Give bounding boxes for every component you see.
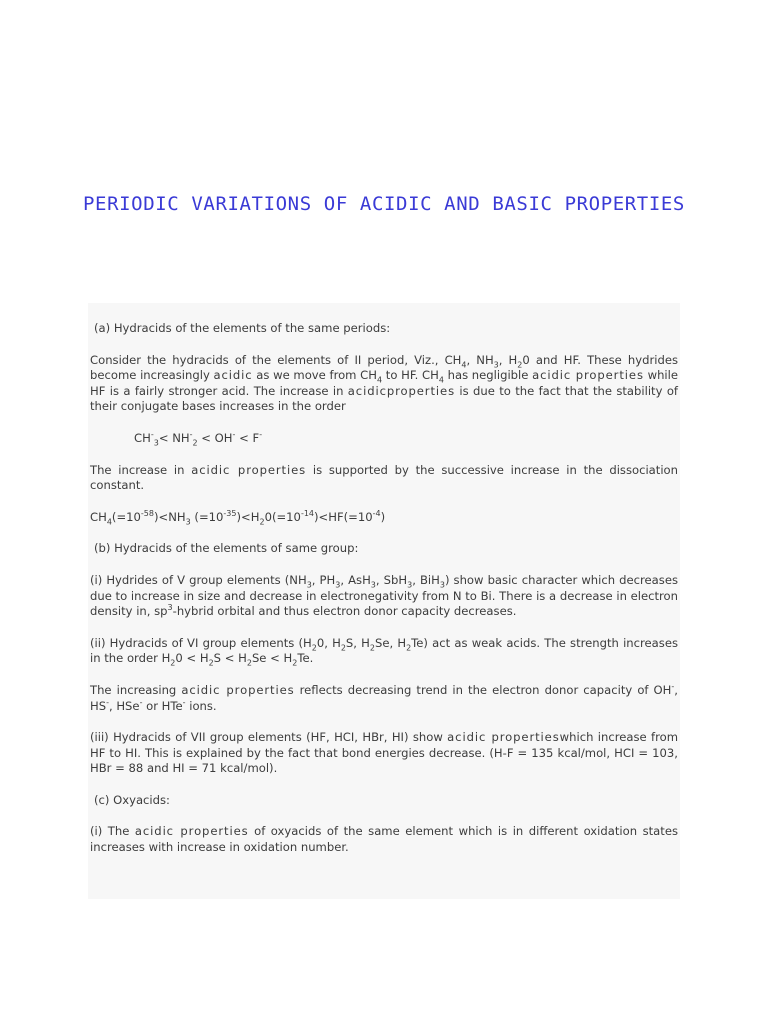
text: )<NH <box>154 509 186 524</box>
text: (=10 <box>111 509 141 524</box>
text: < F <box>235 430 260 445</box>
text: )<HF(=10 <box>314 509 373 524</box>
sub: 3 <box>370 580 376 590</box>
text: , HS <box>90 682 678 713</box>
text: has negligible <box>443 368 533 383</box>
conjugate-base-order <box>90 431 678 447</box>
sub: 2 <box>406 643 412 653</box>
sup: -4 <box>372 508 381 518</box>
keyword: acidic <box>213 368 253 383</box>
text: to HF. CH <box>382 368 439 383</box>
text: The increasing <box>90 682 182 697</box>
text: as we move from CH <box>252 368 377 383</box>
sub: 3 <box>306 580 312 590</box>
text: while HF is a fairly stronger acid. The increase in <box>90 368 678 398</box>
sub: 2 <box>311 643 317 653</box>
text: (iii) Hydracids of VII group elements (HF, HCI, HBr, HI) show <box>90 730 448 745</box>
section-a-paragraph <box>90 353 678 415</box>
text: Te) act as weak acids. The strength increases in the order H <box>90 635 678 666</box>
sub: 4 <box>106 517 112 527</box>
text: ) <box>380 509 386 524</box>
sup: - <box>150 430 154 440</box>
text: Te. <box>297 651 314 666</box>
donor-capacity-paragraph <box>90 683 678 714</box>
keyword: acidic properties <box>447 730 560 745</box>
sup: -35 <box>223 508 237 518</box>
dissociation-paragraph <box>90 463 678 494</box>
sub: 4 <box>438 375 444 385</box>
sup: - <box>259 430 263 440</box>
group-vi-paragraph <box>90 636 678 667</box>
text: < OH <box>197 430 233 445</box>
sub: 4 <box>376 375 383 385</box>
sub: 2 <box>369 643 375 653</box>
sub: 3 <box>153 438 159 448</box>
text: Se < H <box>251 651 293 666</box>
text: or HTe <box>142 698 183 713</box>
section-b-heading: (b) Hydracids of the elements of same group: <box>94 541 359 556</box>
text: , PH <box>311 572 336 587</box>
dissociation-constants <box>90 510 678 526</box>
sub: 2 <box>192 438 198 448</box>
sup: - <box>139 697 143 707</box>
text: is due to the fact that the stability of their conjugate bases increases in the order <box>90 383 678 414</box>
section-c-heading: (c) Oxyacids: <box>94 792 170 807</box>
keyword: acidicproperties <box>347 383 456 398</box>
text: (i) Hydrides of V group elements (NH <box>90 572 307 587</box>
sub: 2 <box>246 658 252 668</box>
text: ) show basic character which decreases due to increase in size and decrease in electronegativity from N to Bi. There is a decrease in electron density in, sp <box>90 572 678 619</box>
text: (i) The <box>90 824 135 839</box>
sub: 2 <box>170 658 176 668</box>
keyword: acidic properties <box>532 368 644 383</box>
text: , H <box>498 352 518 367</box>
sup: - <box>189 430 193 440</box>
sup: - <box>106 697 109 707</box>
content-box <box>88 303 680 899</box>
text: reflects decreasing trend in the electron donor capacity of OH <box>294 682 672 697</box>
text: )<H <box>236 509 260 524</box>
text: Consider the hydracids of the elements of II period, Viz., CH <box>90 352 462 367</box>
sub: 2 <box>340 643 346 653</box>
text: , BiH <box>412 572 440 587</box>
sub: 2 <box>292 658 298 668</box>
keyword: acidic properties <box>181 682 295 697</box>
text: 0 and HF. These hydrides become increasingly <box>90 352 679 383</box>
oxyacids-paragraph <box>90 824 678 855</box>
sub: 3 <box>335 580 341 590</box>
sub: 3 <box>185 517 191 527</box>
text: -hybrid orbital and thus electron donor capacity decreases. <box>172 604 517 619</box>
keyword: acidic properties <box>191 462 307 477</box>
sup: -58 <box>140 508 154 518</box>
text: S, H <box>345 635 370 650</box>
sub: 3 <box>407 580 413 590</box>
text: , NH <box>466 352 494 367</box>
group-v-paragraph <box>90 573 678 620</box>
sub: 2 <box>517 359 523 369</box>
page-title: PERIODIC VARIATIONS OF ACIDIC AND BASIC PROPERTIES <box>83 193 685 215</box>
sub: 2 <box>259 517 265 527</box>
text: is supported by the successive increase in the dissociation constant. <box>90 462 678 493</box>
text: which increase from HF to HI. This is explained by the fact that bond energies decrease. (H-F = 135 kcal/mol, HCI = 103, HBr = 88 and HI = 71 kcal/mol). <box>90 730 678 776</box>
sup: - <box>671 682 675 692</box>
text: Se, H <box>374 635 407 650</box>
text: CH <box>90 509 107 524</box>
text: ions. <box>185 698 217 713</box>
sup: 3 <box>167 603 173 613</box>
text: , SbH <box>375 572 408 587</box>
keyword: acidic properties <box>134 824 249 839</box>
text: 0, H <box>316 635 341 650</box>
section-a-heading: (a) Hydracids of the elements of the same periods: <box>94 321 391 335</box>
text: S < H <box>213 651 247 666</box>
sup: - <box>182 697 186 707</box>
sub: 3 <box>439 580 445 590</box>
text: 0 < H <box>175 651 209 666</box>
sub: 4 <box>461 359 467 369</box>
text: CH <box>134 430 151 445</box>
sup: -14 <box>300 508 315 518</box>
text: , AsH <box>340 572 371 587</box>
text: , HSe <box>108 698 140 713</box>
text: 0(=10 <box>264 509 301 524</box>
sub: 3 <box>493 359 499 369</box>
text: < NH <box>158 430 190 445</box>
text: The increase in <box>90 462 192 477</box>
text: (ii) Hydracids of VI group elements (H <box>90 635 312 650</box>
sup: - <box>232 430 236 440</box>
group-vii-paragraph <box>90 730 678 777</box>
sub: 2 <box>208 658 214 668</box>
text: (=10 <box>190 509 224 524</box>
text: of oxyacids of the same element which is in different oxidation states increases with increase in oxidation number. <box>90 824 679 855</box>
